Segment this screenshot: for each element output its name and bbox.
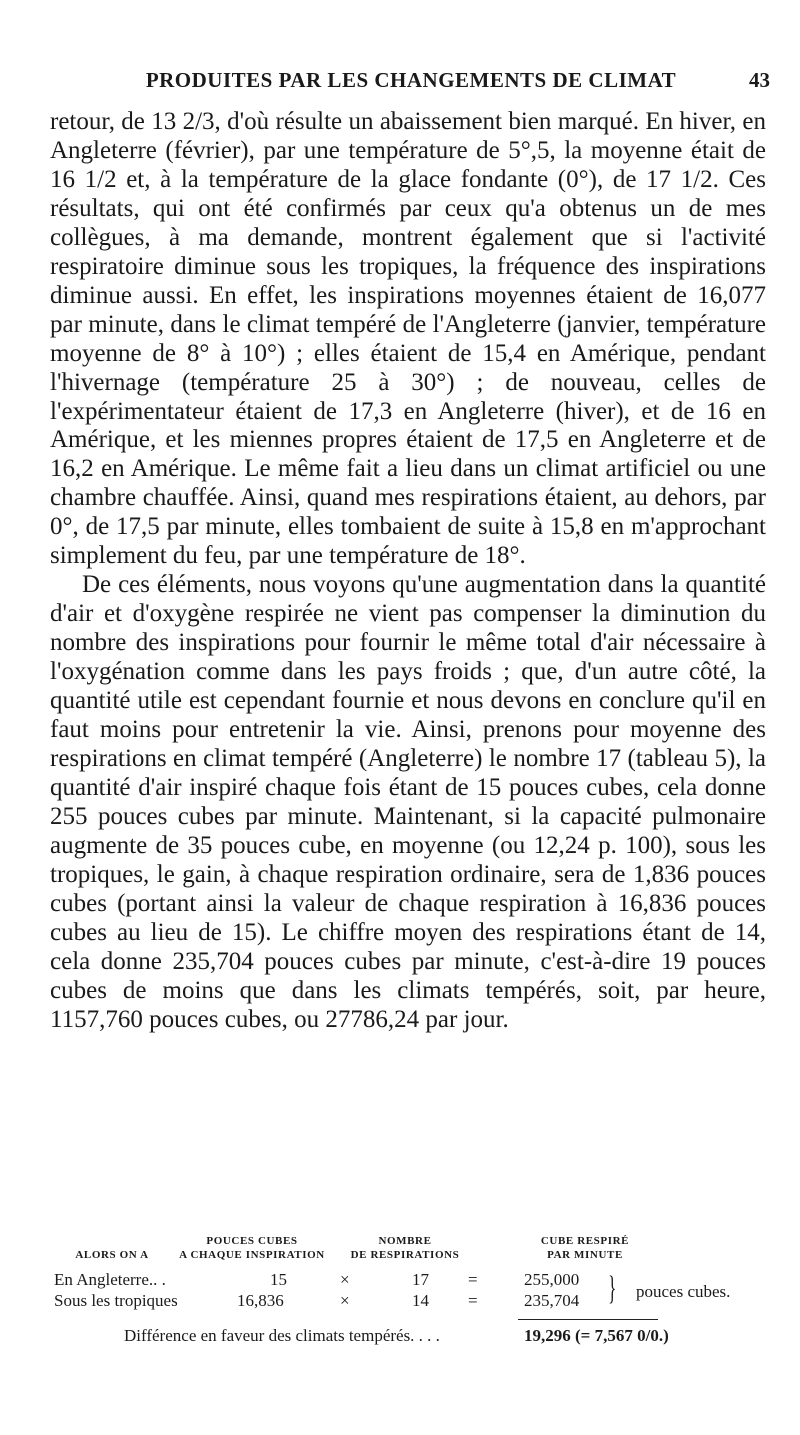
respiration-table <box>50 1232 780 1372</box>
sum-rule <box>518 1319 658 1320</box>
paragraph: retour, de 13 2/3, d'où résulte un abaissement bien marqué. En hiver, en Angleterre (février), par une température de 5°,5, la moyenne était de 16 1/2 et, à la température de la glace fondante (0°), de 17 1/2. Ces résultats, qui ont été confirmés par ceux qu'a obtenus un de mes collègues, à ma demande, montrent également que si l'activité respiratoire diminue sous les tropiques, la fréquence des inspirations diminue aussi. En effet, les inspirations moyennes étaient de 16,077 par minute, dans le climat tempéré de l'Angleterre (janvier, température moyenne de 8° à 10°) ; elles étaient de 15,4 en Amérique, pendant l'hivernage (température 25 à 30°) ; de nouveau, celles de l'expérimentateur étaient de 17,3 en Angleterre (hiver), et de 16 en Amérique, et les miennes propres étaient de 17,5 en Angleterre et de 16,2 en Amérique. Le même fait a lieu dans un climat artificiel ou une chambre chauffée. Ainsi, quand mes respirations étaient, au dehors, par 0°, de 17,5 par minute, elles tombaient de suite à 15,8 en m'approchant simplement du feu, par une température de 18°. <box>50 108 766 570</box>
paragraph: De ces éléments, nous voyons qu'une augmentation dans la quantité d'air et d'oxygène respirée ne vient pas compenser la diminution du nombre des inspirations pour fournir le même total d'air nécessaire à l'oxygénation comme dans les pays froids ; que, d'un autre côté, la quantité utile est cependant fournie et nous devons en conclure qu'il en faut moins pour entretenir la vie. Ainsi, prenons pour moyenne des respirations en climat tempéré (Angleterre) le nombre 17 (tableau 5), la quantité d'air inspiré chaque fois étant de 15 pouces cubes, cela donne 255 pouces cubes par minute. Maintenant, si la capacité pulmonaire augmente de 35 pouces cube, en moyenne (ou 12,24 p. 100), sous les tropiques, le gain, à chaque respiration ordinaire, sera de 1,836 pouces cubes (portant ainsi la valeur de chaque respiration à 16,836 pouces cubes au lieu de 15). Le chiffre moyen des respirations étant de 14, cela donne 235,704 pouces cubes par minute, c'est-à-dire 19 pouces cubes de moins que dans les climats tempérés, soit, par heure, 1157,760 pouces cubes, ou 27786,24 par jour. <box>50 571 766 1033</box>
cube-value: 255,000 <box>524 1270 580 1289</box>
page-number: 43 <box>749 68 770 92</box>
nombre-value: 17 <box>412 1270 429 1289</box>
equals-sign: = <box>468 1270 478 1289</box>
unit-label: pouces cubes. <box>636 1282 731 1301</box>
difference-value: 19,296 (= 7,567 0/0.) <box>524 1326 669 1345</box>
column-header-cube: CUBE RESPIRÉ PAR MINUTE <box>540 1235 630 1261</box>
column-header-nombre: NOMBRE DE RESPIRATIONS <box>350 1235 460 1261</box>
header-title: PRODUITES PAR LES CHANGEMENTS DE CLIMAT <box>145 68 677 92</box>
row-label: En Angleterre.. . <box>54 1270 166 1289</box>
brace-symbol: } <box>608 1270 617 1307</box>
row-label: Sous les tropiques <box>54 1291 178 1310</box>
running-header <box>52 68 770 102</box>
difference-label: Différence en faveur des climats tempérés. . . . <box>124 1326 440 1345</box>
column-header-pouces: POUCES CUBES A CHAQUE INSPIRATION <box>179 1235 325 1261</box>
equals-sign: = <box>468 1291 478 1310</box>
times-sign: × <box>340 1270 350 1289</box>
cube-value: 235,704 <box>524 1291 580 1310</box>
nombre-value: 14 <box>412 1291 429 1310</box>
body-text <box>50 108 766 1035</box>
pouces-value: 15 <box>270 1270 287 1289</box>
times-sign: × <box>340 1291 350 1310</box>
pouces-value: 16,836 <box>237 1291 284 1310</box>
column-header-situation: ALORS ON A <box>75 1249 149 1261</box>
